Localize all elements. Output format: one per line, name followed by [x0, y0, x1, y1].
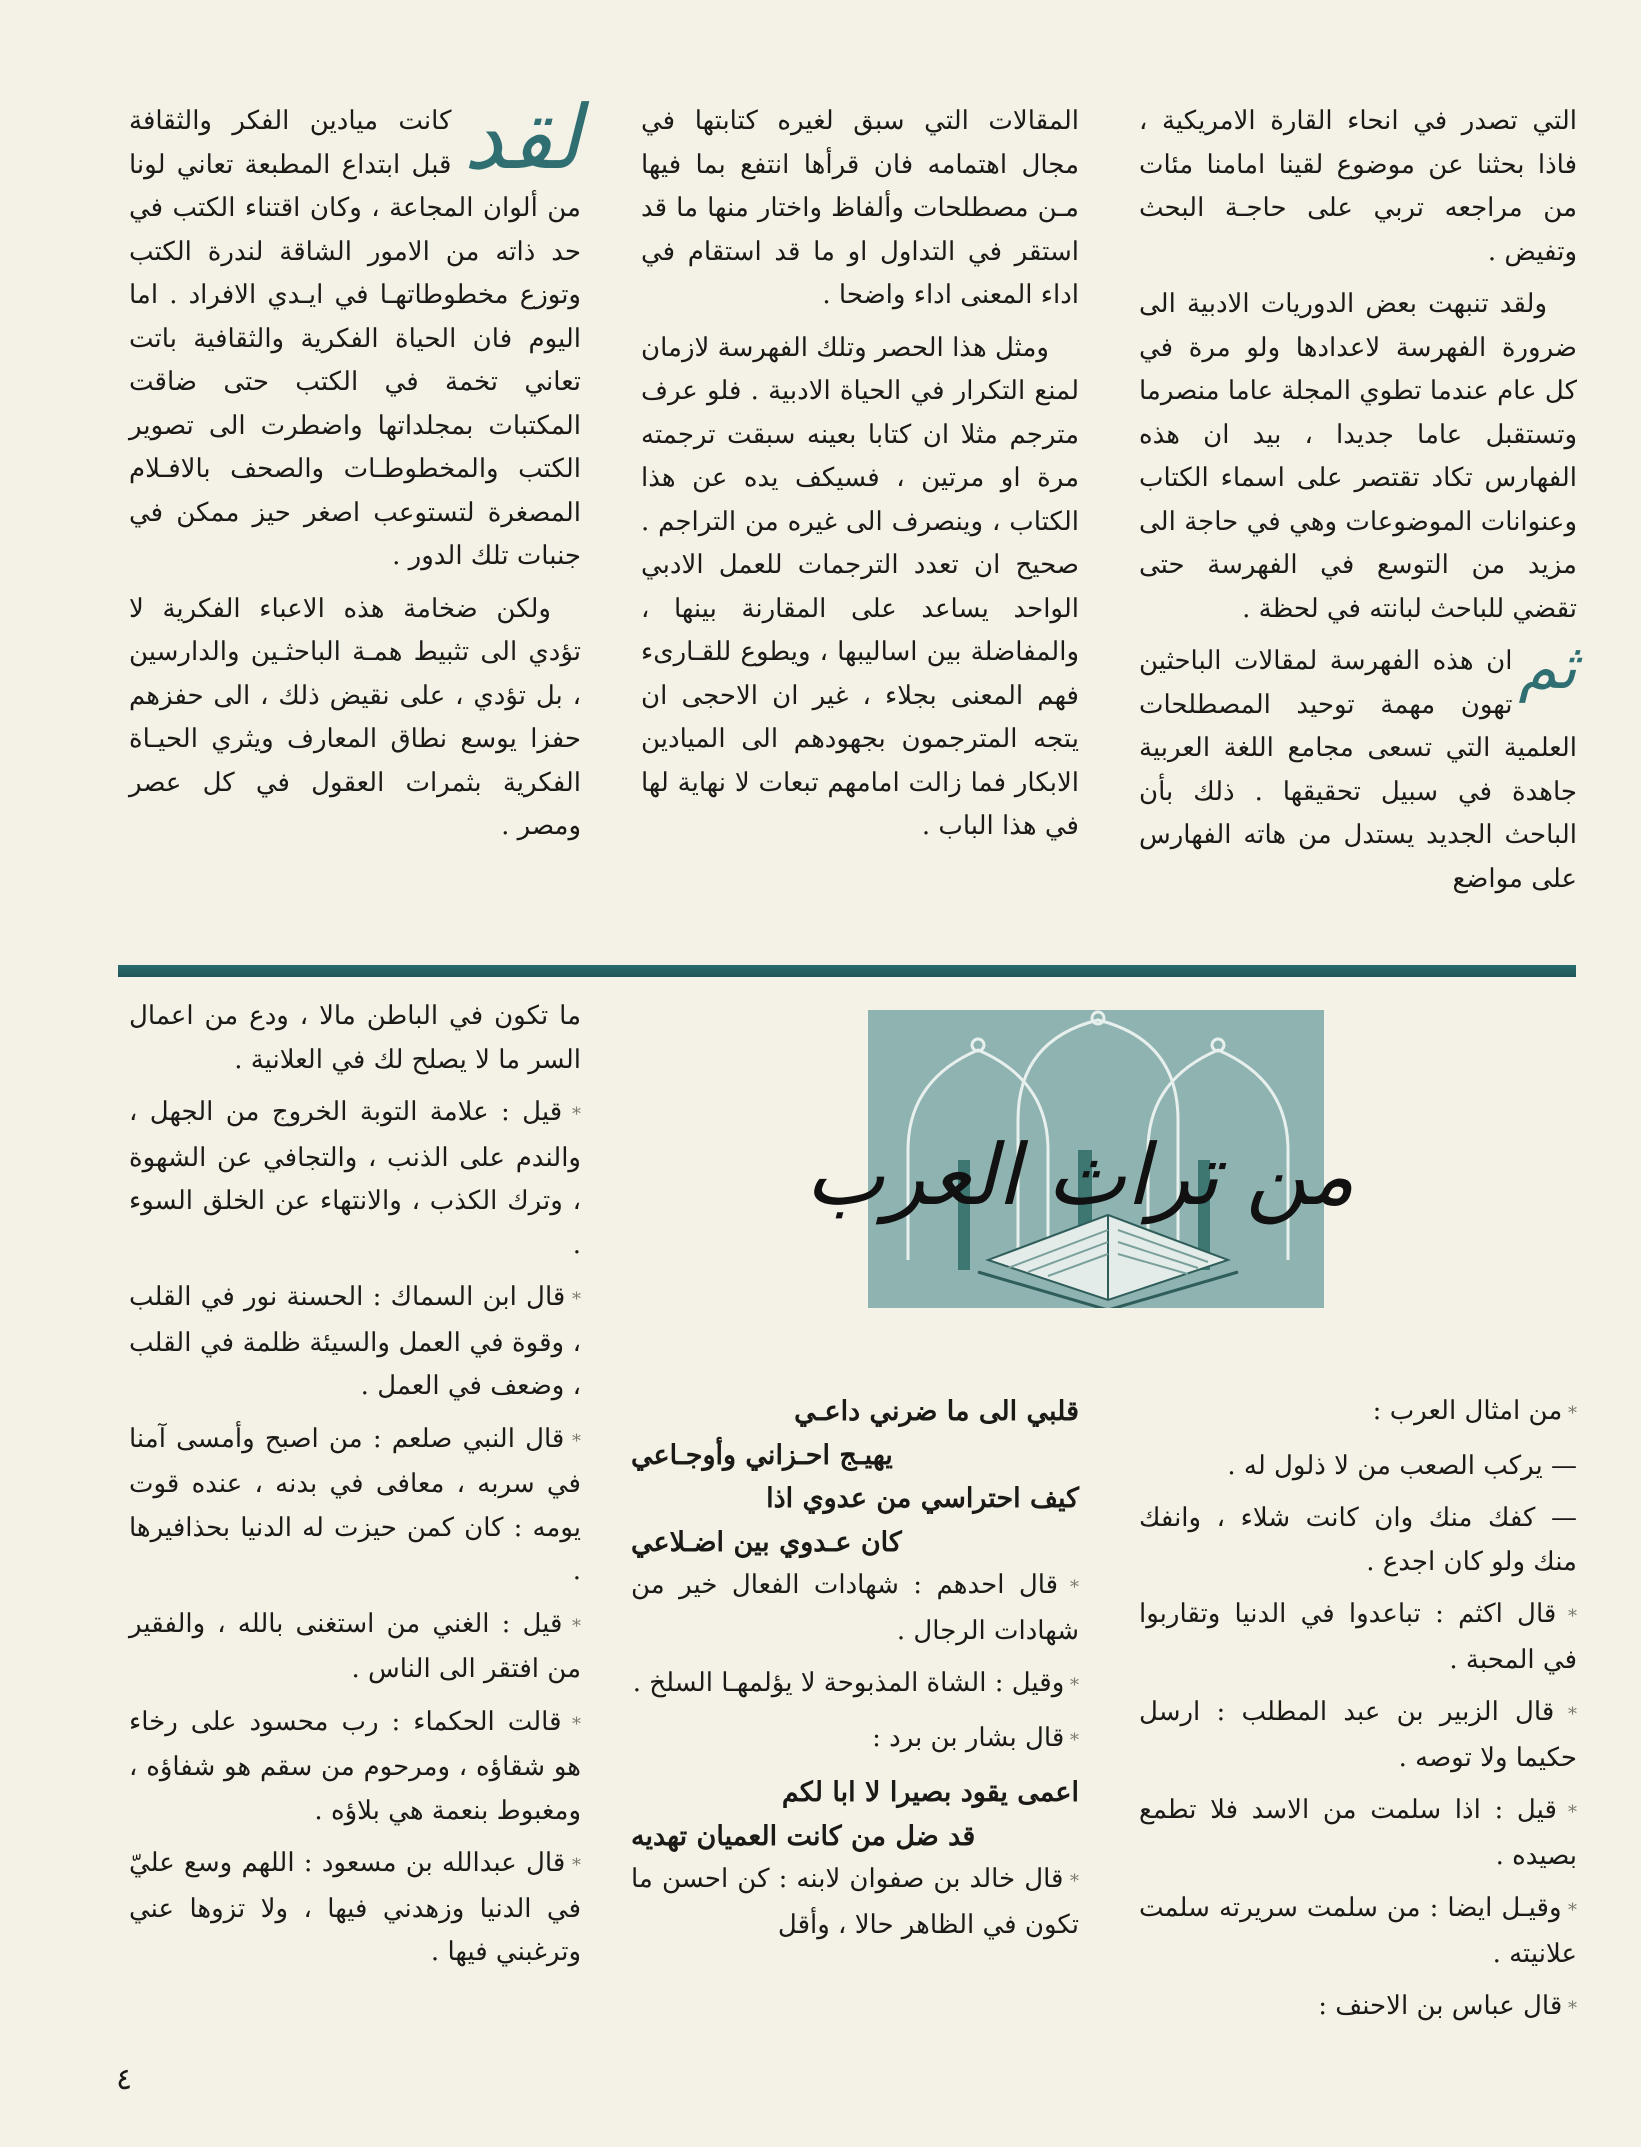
drop-cap: لقد [463, 86, 581, 189]
quote-item: * من امثال العرب : [1139, 1390, 1577, 1436]
page-number: ٤ [116, 2062, 133, 2097]
verse-line: قلبي الى ما ضرني داعـي [794, 1396, 1079, 1427]
quote-item: ما تكون في الباطن مالا ، ودع من اعمال السر ما لا يصلح لك في العلانية . [129, 1001, 581, 1075]
quote-item: * قيل : اذا سلمت من الاسد فلا تطمع بصيده . [1139, 1789, 1577, 1878]
verse-line: كيف احتراسي من عدوي اذا [766, 1483, 1079, 1514]
banner-title: من تراث العرب [805, 1126, 1355, 1224]
article-paragraph: ومثل هذا الحصر وتلك الفهرسة لازمان لمنع التكرار في الحياة الادبية . فلو عرف مترجم مثلا ان كتابا بعينه سبقت ترجمته مرة او مرتين ، فسيكف يده عن هذا الكتاب ، وينصرف الى غيره من التراجم . صحيح ان تعدد الترجمات للعمل الادبي الواحد يساعد على المقارنة بينها ، والمفاضلة بين اساليبها ، ويطوع للقـارىء فهم المعنى بجلاء ، غير ان الاحجى ان يتجه المترجمون بجهودهم الى الميادين الابكار فما زالت امامهم تبعات لا نهاية لها في هذا الباب . [641, 332, 1080, 841]
quote-item: — كفك منك وان كانت شلاء ، وانفك منك ولو كان اجدع . [1139, 1503, 1577, 1577]
verse-line: يهيـج احـزاني وأوجـاعي [631, 1439, 893, 1471]
article-paragraph-text: كانت ميادين الفكر والثقافة قبل ابتداع المطبعة تعاني لونا من ألوان المجاعة ، وكان اقتناء الكتب في حد ذاته من الامور الشاقة لندرة الكتب وتوزع مخطوطاتهـا في ايـدي الافراد . اما اليوم فان الحياة الفكرية والثقافية باتت تعاني تخمة في الكتب حتى ضاقت المكتبات بمجلداتها واضطرت الى تصوير الكتب والمخطوطـات والصحف بالافـلام المصغرة لتستوعب اصغر حيز ممكن في جنبات تلك الدور . [129, 106, 581, 571]
quote-item: * قال خالد بن صفوان لابنه : كن احسن ما تكون في الظاهر حالا ، وأقل [631, 1858, 1079, 1947]
quote-item: * قيل : علامة التوبة الخروج من الجهل ، والندم على الذنب ، والتجافي عن الشهوة ، وترك الكذب ، والانتهاء عن الخلق السوء . [129, 1091, 581, 1267]
article-paragraph-text: ان هذه الفهرسة لمقالات الباحثين تهون مهمة توحيد المصطلحات العلمية التي تسعى مجامع اللغة العربية جاهدة في سبيل تحقيقها . ذلك بأن الباحث الجديد يستدل من هاته الفهارس على مواضع [1139, 646, 1577, 894]
section-divider [118, 965, 1576, 977]
quote-item: * قال عبدالله بن مسعود : اللهم وسع عليّ في الدنيا وزهدني فيها ، ولا تزوها عني وترغبني فيها . [129, 1842, 581, 1975]
article-paragraph [1139, 630, 1577, 901]
article-column-middle [641, 100, 1079, 858]
drop-cap: ثم [1518, 630, 1577, 703]
quote-item: * قال ابن السماك : الحسنة نور في القلب ، وقوة في العمل والسيئة ظلمة في القلب ، وضعف في العمل . [129, 1276, 581, 1409]
quote-item: * قال الزبير بن عبد المطلب : ارسل حكيما ولا توصه . [1139, 1691, 1577, 1780]
quote-item: * وقيل : الشاة المذبوحة لا يؤلمهـا السلخ . [631, 1662, 1079, 1708]
article-column-left [129, 86, 581, 858]
verse-line: كان عـدوي بين اضـلاعي [631, 1526, 902, 1558]
quote-item: * قال احدهم : شهادات الفعال خير من شهادات الرجال . [631, 1564, 1079, 1653]
quote-item: * قال النبي صلعم : من اصبح وأمسى آمنا في سربه ، معافى في بدنه ، عنده قوت يومه : كان كمن حيزت له الدنيا بحذافيرها . [129, 1418, 581, 1594]
turath-column-left [129, 995, 581, 1984]
article-paragraph: ولقد تنبهت بعض الدوريات الادبية الى ضرورة الفهرسة لاعدادها ولو مرة في كل عام عندما تطوي المجلة عاما منصرما وتستقبل عاما جديدا ، بيد ان هذه الفهارس تكاد تقتصر على اسماء الكتاب وعنوانات الموضوعات وهي في حاجة الى مزيد من التوسع في الفهرسة حتى تقضي للباحث لبانته في لحظة . [1139, 289, 1577, 624]
quote-item: * قال اكثم : تباعدوا في الدنيا وتقاربوا في المحبة . [1139, 1593, 1577, 1682]
quote-item: * قال عباس بن الاحنف : [1139, 1985, 1577, 2031]
article-paragraph: ولكن ضخامة هذه الاعباء الفكرية لا تؤدي الى تثبيط همـة الباحثـين والدارسين ، بل تؤدي ، على نقيض ذلك ، الى حفزهم حفزا يوسع نطاق المعارف ويثري الحيـاة الفكرية بثمرات العقول في كل عصر ومصر . [129, 593, 581, 841]
verse-line: اعمى يقود بصيرا لا ابا لكم [781, 1777, 1079, 1808]
verse-line: قد ضل من كانت العميان تهديه [631, 1820, 976, 1852]
article-paragraph: التي تصدر في انحاء القارة الامريكية ، فاذا بحثنا عن موضوع لقينا امامنا مئات من مراجعه تربي على حاجـة البحث وتفيض . [1139, 106, 1577, 267]
quote-item: * قال بشار بن برد : [631, 1717, 1079, 1763]
article-paragraph [129, 86, 581, 579]
quote-item: — يركب الصعب من لا ذلول له . [1227, 1450, 1577, 1481]
article-paragraph: المقالات التي سبق لغيره كتابتها في مجال اهتمامه فان قرأها انتفع بما فيها مـن مصطلحات وألفاظ واختار منها ما قد استقر في التداول او ما قد استقام في اداء المعنى اداء واضحا . [641, 106, 1079, 310]
quote-item: * وقيـل ايضا : من سلمت سريرته سلمت علانيته . [1139, 1887, 1577, 1976]
turath-column-middle [631, 1390, 1079, 1956]
turath-column-right [1139, 1390, 1577, 2040]
quote-item: * قالت الحكماء : رب محسود على رخاء هو شقاؤه ، ومرحوم من سقم هو شفاؤه ، ومغبوط بنعمة هي بلاؤه . [129, 1701, 581, 1834]
article-column-right [1139, 100, 1577, 910]
quote-item: * قيل : الغني من استغنى بالله ، والفقير من افتقر الى الناس . [129, 1603, 581, 1692]
